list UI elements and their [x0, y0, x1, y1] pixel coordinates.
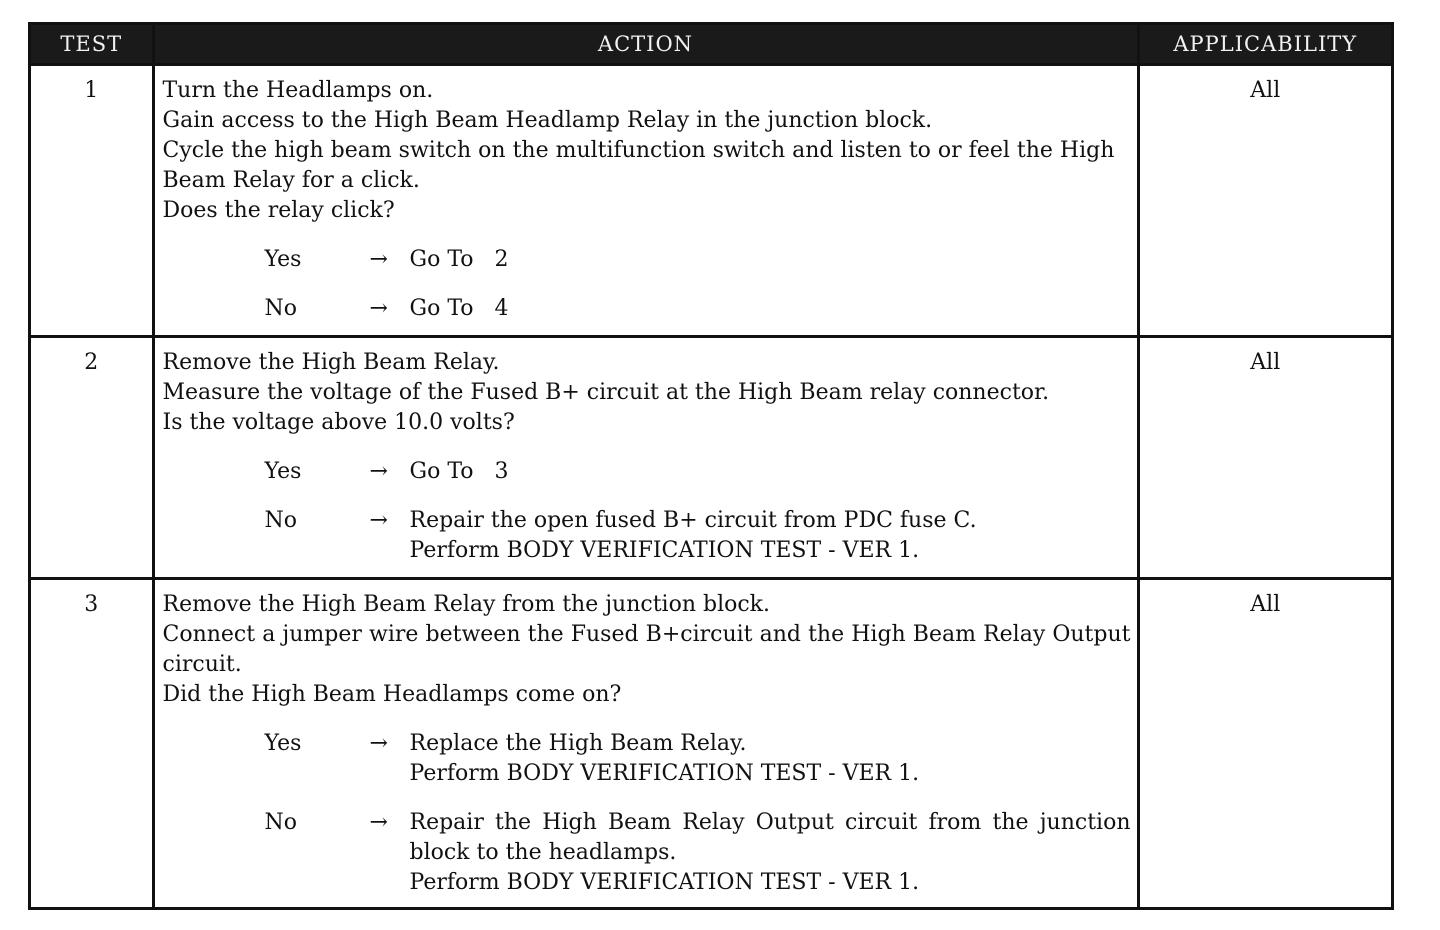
result-no: [265, 294, 1131, 324]
result-outcome: [410, 729, 1131, 789]
action-step: Turn the Headlamps on.: [162, 78, 434, 103]
outcome-line: Go To 4: [409, 296, 509, 321]
result-answer: No: [264, 810, 297, 835]
outcome-line: Repair the open fused B+ circuit from PDC fuse C.: [409, 508, 977, 533]
result-outcome: [410, 294, 1131, 324]
header-test: TEST: [31, 25, 153, 65]
result-no: [265, 506, 1131, 566]
outcome-line: Perform BODY VERIFICATION TEST - VER 1.: [409, 870, 920, 895]
outcome-line: Go To 2: [409, 247, 509, 272]
arrow-icon: →: [369, 508, 388, 533]
diagnostic-test-table: [28, 22, 1394, 910]
test-number: 3: [31, 579, 153, 907]
action-steps: [163, 590, 1131, 710]
action-step: Cycle the high beam switch on the multifunction switch and listen to or feel the High Beam Relay for a click.: [162, 138, 1115, 193]
result-outcome: [410, 808, 1131, 898]
action-step: Remove the High Beam Relay from the junction block.: [162, 592, 770, 617]
table-row: [31, 65, 1391, 337]
applicability-value: All: [1138, 337, 1391, 579]
action-step: Gain access to the High Beam Headlamp Relay in the junction block.: [162, 108, 933, 133]
action-question: Does the relay click?: [162, 198, 395, 223]
applicability-value: All: [1138, 579, 1391, 907]
result-outcome: [410, 457, 1131, 487]
header-action: ACTION: [153, 25, 1138, 65]
action-cell: [153, 337, 1138, 579]
outcome-line: Replace the High Beam Relay.: [409, 731, 747, 756]
arrow-icon: →: [369, 296, 388, 321]
result-answer: Yes: [264, 247, 302, 272]
result-answer: Yes: [264, 731, 302, 756]
arrow-icon: →: [369, 731, 388, 756]
result-outcome: [410, 245, 1131, 275]
outcome-line: Go To 3: [409, 459, 509, 484]
table-row: [31, 337, 1391, 579]
action-cell: [153, 65, 1138, 337]
action-step: Remove the High Beam Relay.: [162, 350, 500, 375]
action-question: Is the voltage above 10.0 volts?: [162, 410, 515, 435]
test-number: 2: [31, 337, 153, 579]
result-outcome: [410, 506, 1131, 566]
header-row: [31, 25, 1391, 65]
action-steps: [163, 348, 1131, 438]
result-yes: [265, 457, 1131, 487]
result-yes: [265, 245, 1131, 275]
action-cell: [153, 579, 1138, 907]
action-step: Measure the voltage of the Fused B+ circuit at the High Beam relay connector.: [162, 380, 1050, 405]
applicability-value: All: [1138, 65, 1391, 337]
result-answer: No: [264, 296, 297, 321]
header-applicability: APPLICABILITY: [1138, 25, 1391, 65]
result-answer: No: [264, 508, 297, 533]
arrow-icon: →: [369, 247, 388, 272]
table-row: [31, 579, 1391, 907]
outcome-line: Perform BODY VERIFICATION TEST - VER 1.: [409, 538, 920, 563]
outcome-line: Perform BODY VERIFICATION TEST - VER 1.: [409, 761, 920, 786]
test-number: 1: [31, 65, 153, 337]
action-question: Did the High Beam Headlamps come on?: [162, 682, 622, 707]
action-steps: [163, 76, 1131, 226]
result-yes: [265, 729, 1131, 789]
result-answer: Yes: [264, 459, 302, 484]
arrow-icon: →: [369, 810, 388, 835]
action-step: Connect a jumper wire between the Fused B+circuit and the High Beam Relay Output circuit.: [162, 622, 1131, 677]
test-table: [31, 25, 1391, 907]
result-no: [265, 808, 1131, 898]
outcome-line: Repair the High Beam Relay Output circuit from the junction block to the headlamps.: [409, 810, 1131, 865]
arrow-icon: →: [369, 459, 388, 484]
